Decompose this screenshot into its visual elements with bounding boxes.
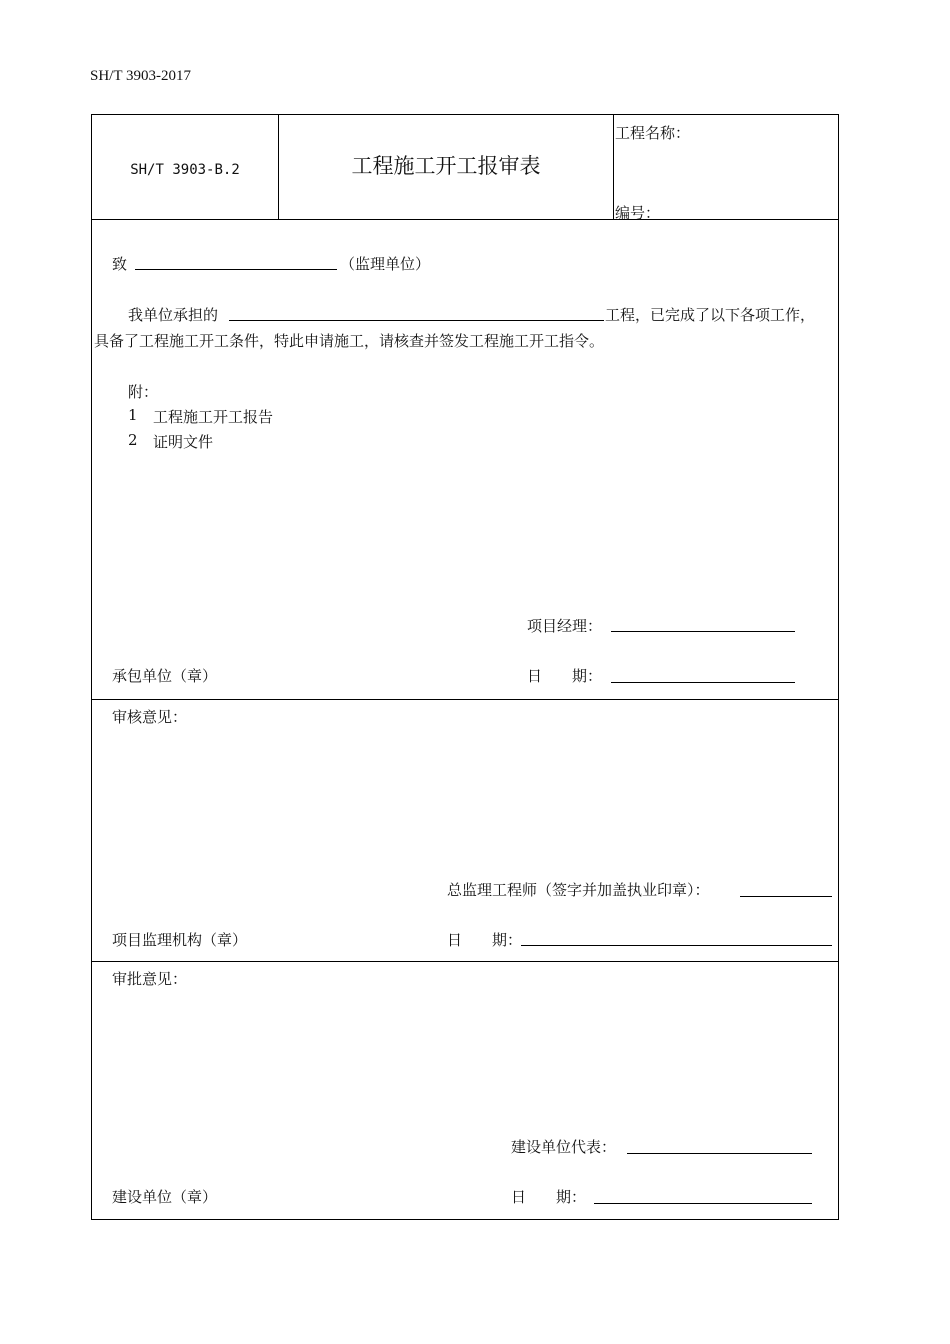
row-divider-header	[91, 219, 839, 220]
approval-date-label: 日 期：	[511, 1188, 587, 1206]
to-suffix: （监理单位）	[340, 255, 431, 273]
form-code: SH/T 3903-B.2	[130, 162, 240, 178]
supervisor-unit-blank[interactable]	[135, 269, 337, 270]
header-divider-right	[613, 114, 614, 220]
approval-date-blank[interactable]	[594, 1203, 812, 1204]
review-date-label: 日 期：	[447, 931, 523, 949]
form-title: 工程施工开工报审表	[351, 154, 541, 178]
chief-supervisor-label: 总监理工程师（签字并加盖执业印章）：	[447, 881, 710, 899]
body-line1-prefix: 我单位承担的	[128, 306, 219, 324]
application-date-blank[interactable]	[611, 682, 795, 683]
project-name-label: 工程名称：	[615, 124, 691, 142]
contractor-seal-label: 承包单位（章）	[112, 667, 218, 685]
standard-code: SH/T 3903-2017	[90, 68, 191, 84]
attachments-label: 附：	[128, 383, 159, 401]
body-line1-suffix: 工程，已完成了以下各项工作，	[605, 306, 816, 324]
application-date-label: 日 期：	[527, 667, 603, 685]
attachment-2-num: 2	[128, 431, 138, 449]
project-name-blank[interactable]	[229, 320, 604, 321]
attachment-1-num: 1	[128, 406, 138, 424]
review-opinion-label: 审核意见：	[112, 708, 188, 726]
supervision-org-seal-label: 项目监理机构（章）	[112, 931, 248, 949]
owner-representative-blank[interactable]	[627, 1153, 812, 1154]
owner-seal-label: 建设单位（章）	[112, 1188, 218, 1206]
attachment-1-text: 工程施工开工报告	[153, 408, 274, 426]
attachment-2-text: 证明文件	[153, 433, 214, 451]
to-prefix: 致	[112, 255, 128, 273]
chief-supervisor-blank[interactable]	[740, 896, 832, 897]
project-manager-label: 项目经理：	[527, 617, 603, 635]
owner-representative-label: 建设单位代表：	[511, 1138, 617, 1156]
body-line2: 具备了工程施工开工条件，特此申请施工，请核查并签发工程施工开工指令。	[94, 332, 605, 350]
review-date-blank[interactable]	[521, 945, 832, 946]
project-manager-blank[interactable]	[611, 631, 795, 632]
serial-number-label: 编号：	[615, 204, 661, 222]
row-divider-approval	[91, 961, 839, 962]
approval-opinion-label: 审批意见：	[112, 970, 188, 988]
row-divider-review	[91, 699, 839, 700]
